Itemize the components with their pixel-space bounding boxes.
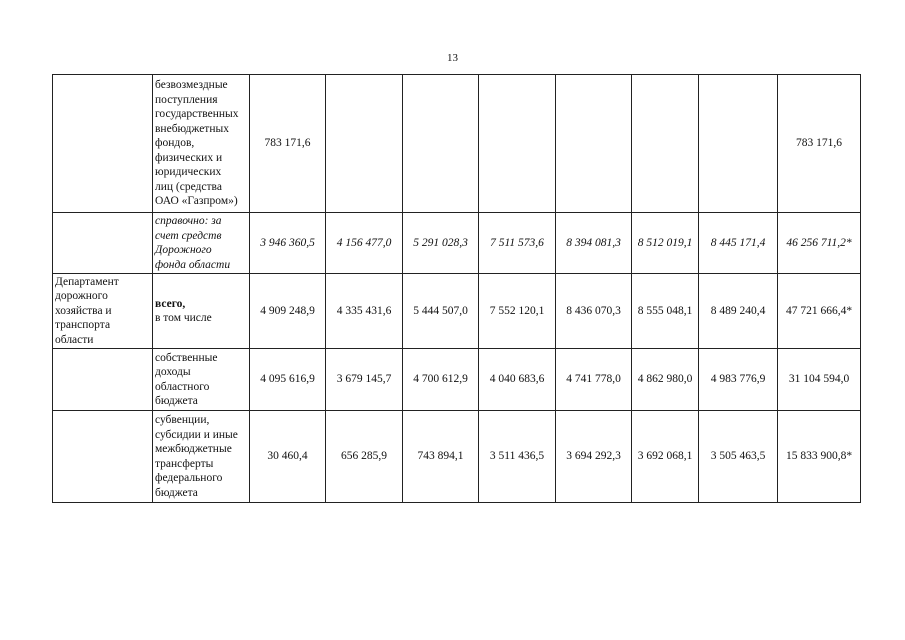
department-cell <box>53 349 153 411</box>
value-cell: 5 444 507,0 <box>403 274 479 349</box>
value-cell: 4 040 683,6 <box>479 349 556 411</box>
value-cell: 5 291 028,3 <box>403 213 479 274</box>
table-row <box>53 75 861 213</box>
value-cell <box>326 75 403 213</box>
total-cell: 31 104 594,0 <box>778 349 861 411</box>
department-cell <box>53 213 153 274</box>
value-cell: 3 505 463,5 <box>699 411 778 503</box>
value-cell: 3 679 145,7 <box>326 349 403 411</box>
value-cell: 8 394 081,3 <box>556 213 632 274</box>
row-label: справочно: за счет средств Дорожного фонда области <box>153 213 250 274</box>
table-row <box>53 274 861 349</box>
value-cell <box>556 75 632 213</box>
value-cell <box>632 75 699 213</box>
budget-table <box>52 74 861 503</box>
value-cell: 7 552 120,1 <box>479 274 556 349</box>
total-cell: 47 721 666,4* <box>778 274 861 349</box>
table-row <box>53 411 861 503</box>
value-cell: 3 694 292,3 <box>556 411 632 503</box>
value-cell: 8 436 070,3 <box>556 274 632 349</box>
row-label: субвенции, субсидии и иные межбюджетные трансферты федерального бюджета <box>153 411 250 503</box>
value-cell: 4 156 477,0 <box>326 213 403 274</box>
total-label: всего, <box>155 297 186 310</box>
value-cell: 4 095 616,9 <box>250 349 326 411</box>
value-cell: 4 983 776,9 <box>699 349 778 411</box>
value-cell: 4 700 612,9 <box>403 349 479 411</box>
total-cell: 783 171,6 <box>778 75 861 213</box>
total-label-sub: в том числе <box>155 312 212 324</box>
value-cell: 4 335 431,6 <box>326 274 403 349</box>
value-cell: 743 894,1 <box>403 411 479 503</box>
value-cell: 3 511 436,5 <box>479 411 556 503</box>
value-cell: 8 489 240,4 <box>699 274 778 349</box>
value-cell <box>699 75 778 213</box>
value-cell: 656 285,9 <box>326 411 403 503</box>
value-cell: 8 512 019,1 <box>632 213 699 274</box>
value-cell: 8 555 048,1 <box>632 274 699 349</box>
row-label: безвозмездные поступления государственных внебюджетных фондов, физических и юридических лиц (средства ОАО «Газпром») <box>153 75 250 213</box>
value-cell: 4 741 778,0 <box>556 349 632 411</box>
value-cell: 3 946 360,5 <box>250 213 326 274</box>
row-label: собственные доходы областного бюджета <box>153 349 250 411</box>
department-cell <box>53 411 153 503</box>
total-cell: 46 256 711,2* <box>778 213 861 274</box>
value-cell <box>479 75 556 213</box>
total-cell: 15 833 900,8* <box>778 411 861 503</box>
page-number: 13 <box>447 52 458 64</box>
value-cell <box>403 75 479 213</box>
value-cell: 30 460,4 <box>250 411 326 503</box>
value-cell: 8 445 171,4 <box>699 213 778 274</box>
department-cell <box>53 75 153 213</box>
value-cell: 7 511 573,6 <box>479 213 556 274</box>
value-cell: 4 909 248,9 <box>250 274 326 349</box>
table-row <box>53 213 861 274</box>
value-cell: 3 692 068,1 <box>632 411 699 503</box>
value-cell: 783 171,6 <box>250 75 326 213</box>
table-row <box>53 349 861 411</box>
department-cell: Департамент дорожного хозяйства и транспорта области <box>53 274 153 349</box>
value-cell: 4 862 980,0 <box>632 349 699 411</box>
row-label <box>153 274 250 349</box>
